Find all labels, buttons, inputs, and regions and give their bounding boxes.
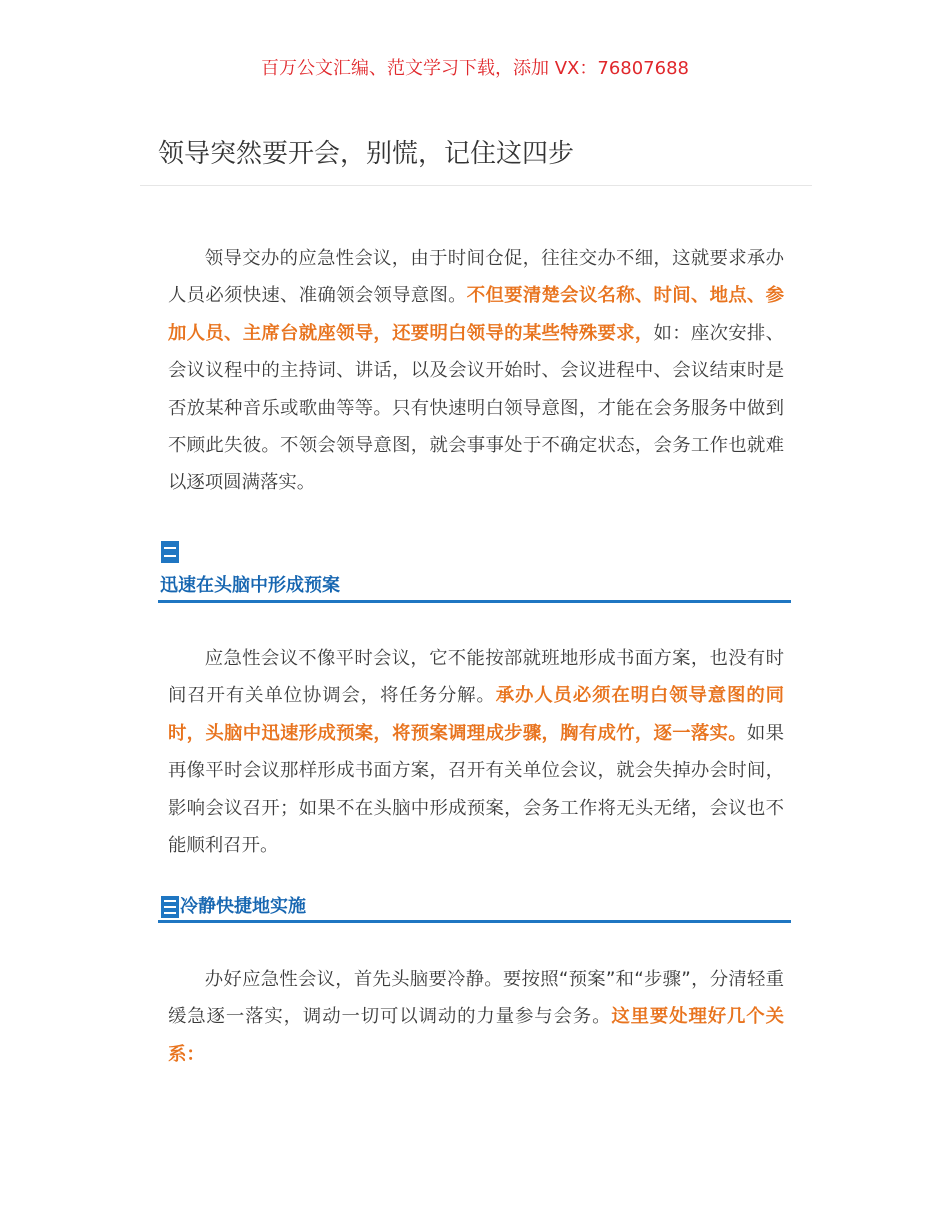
section-2-heading: 冷静快捷地实施 xyxy=(180,896,306,917)
section-1-text-1: 应急性会议不像平时会议，它不能按部就班地形成书面方案，也没有时间召开有关单位协调会，将任务分解。 xyxy=(168,648,784,707)
intro-text-2: 如：座次安排、会议议程中的主持词、讲话，以及会议开始时、会议进程中、会议结束时是否放某种音乐或歌曲等等。只有快速明白领导意图，才能在会务服务中做到不顾此失彼。不领会领导意图，就会事事处于不确定状态，会务工作也就难以逐项圆满落实。 xyxy=(168,322,784,494)
section-1-paragraph xyxy=(168,640,784,864)
section-marker-icon xyxy=(161,896,179,918)
article-title: 领导突然要开会，别慌，记住这四步 xyxy=(158,139,575,169)
intro-paragraph xyxy=(168,240,784,502)
section-2-paragraph xyxy=(168,961,784,1073)
section-1-heading: 迅速在头脑中形成预案 xyxy=(160,575,340,596)
section-1-rule xyxy=(158,600,791,603)
intro-text-1: 领导交办的应急性会议，由于时间仓促，往往交办不细，这就要求承办人员必须快速、准确领会领导意图。 xyxy=(168,248,784,307)
section-2-text-1: 办好应急性会议，首先头脑要冷静。要按照“预案”和“步骤”，分清轻重缓急逐一落实，调动一切可以调动的力量参与会务。 xyxy=(168,969,784,1028)
watermark-banner: 百万公文汇编、范文学习下载，添加 VX：76807688 xyxy=(261,58,689,79)
title-divider xyxy=(140,185,812,186)
intro-highlight: 不但要清楚会议名称、时间、地点、参加人员、主席台就座领导，还要明白领导的某些特殊要求， xyxy=(168,285,784,344)
section-2-rule xyxy=(158,920,791,923)
section-1-highlight: 承办人员必须在明白领导意图的同时，头脑中迅速形成预案，将预案调理成步骤，胸有成竹，逐一落实。 xyxy=(168,685,784,744)
section-marker-icon xyxy=(161,541,179,563)
section-1-text-2: 如果再像平时会议那样形成书面方案，召开有关单位会议，就会失掉办会时间，影响会议召开；如果不在头脑中形成预案，会务工作将无头无绪，会议也不能顺利召开。 xyxy=(168,722,784,857)
section-2-highlight: 这里要处理好几个关系： xyxy=(168,1006,784,1065)
